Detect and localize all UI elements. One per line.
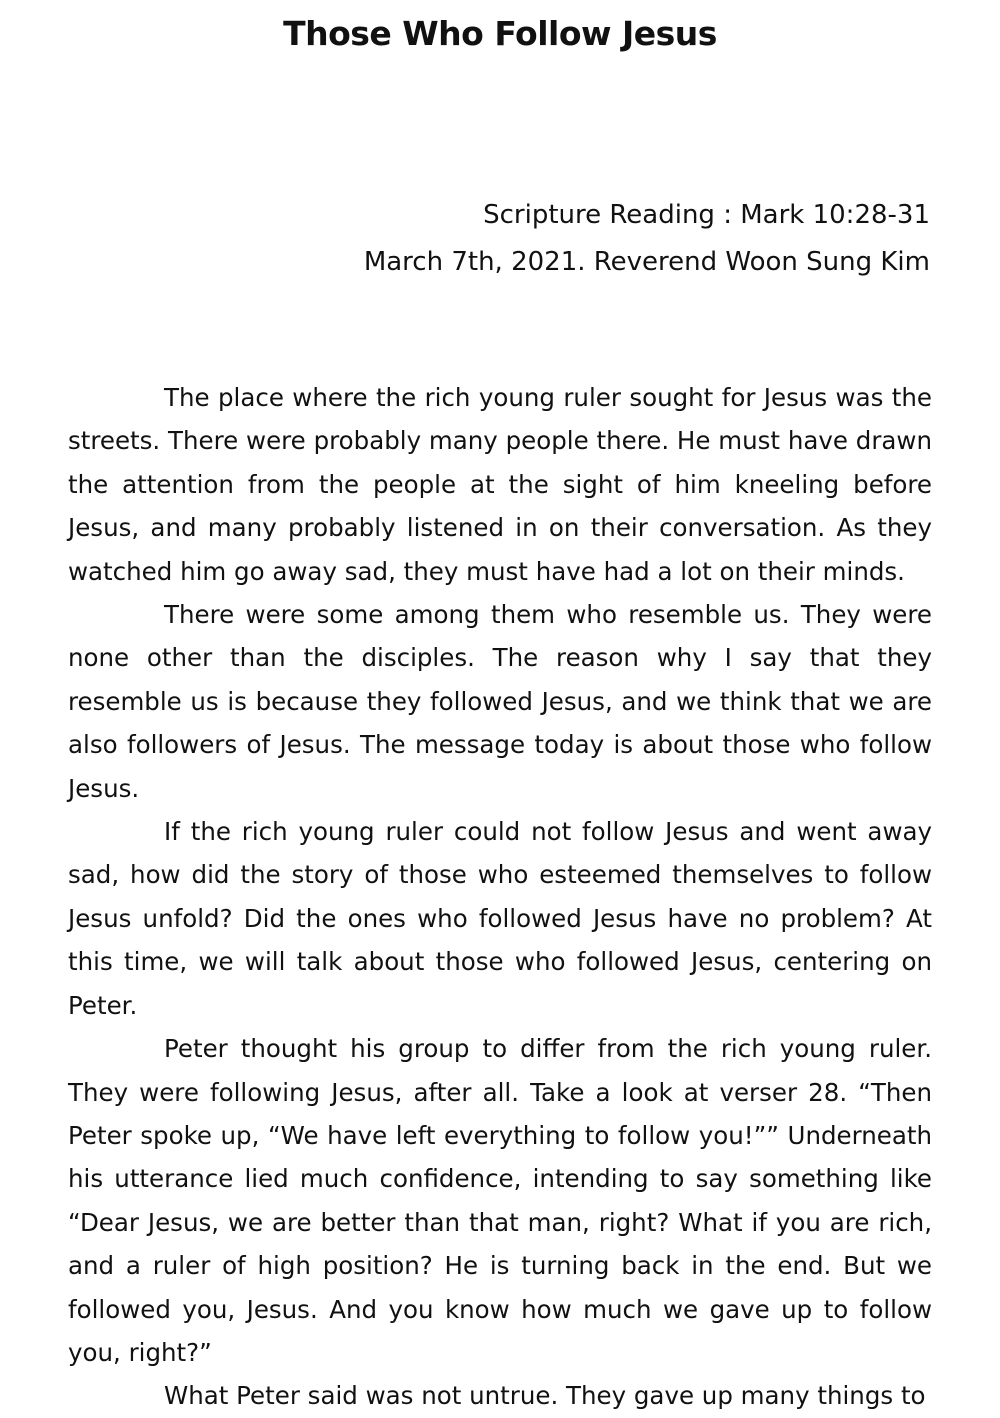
paragraph: There were some among them who resemble us. They were none other than the disciples. The reason why I say that they resemble us is because they followed Jesus, and we think that we are also followers of Jesus. The message today is about those who follow Jesus. [68, 600, 932, 803]
sermon-info [364, 192, 930, 286]
date-author: March 7th, 2021. Reverend Woon Sung Kim [363, 247, 930, 277]
paragraph: If the rich young ruler could not follow Jesus and went away sad, how did the story of those who esteemed themselves to follow Jesus unfold? Did the ones who followed Jesus have no problem? At this time, we will talk about those who followed Jesus, centering on Peter. [68, 817, 932, 1020]
paragraph: Peter thought his group to differ from the rich young ruler. They were following Jesus, after all. Take a look at verser 28. “Then Peter spoke up, “We have left everything to follow you!”” Underneath his utterance lied much confidence, intending to say something like “Dear Jesus, we are better than that man, right? What if you are rich, and a ruler of high position? He is turning back in the end. But we followed you, Jesus. And you know how much we gave up to follow you, right?” [68, 1034, 932, 1367]
paragraph: The place where the rich young ruler sought for Jesus was the streets. There were probably many people there. He must have drawn the attention from the people at the sight of him kneeling before Jesus, and many probably listened in on their conversation. As they watched him go away sad, they must have had a lot on their minds. [68, 383, 932, 586]
paragraph: What Peter said was not untrue. They gave up many things to [164, 1381, 926, 1411]
scripture-reading: Scripture Reading : Mark 10:28-31 [483, 200, 930, 230]
document-title: Those Who Follow Jesus [283, 14, 717, 53]
sermon-body [68, 376, 932, 1418]
